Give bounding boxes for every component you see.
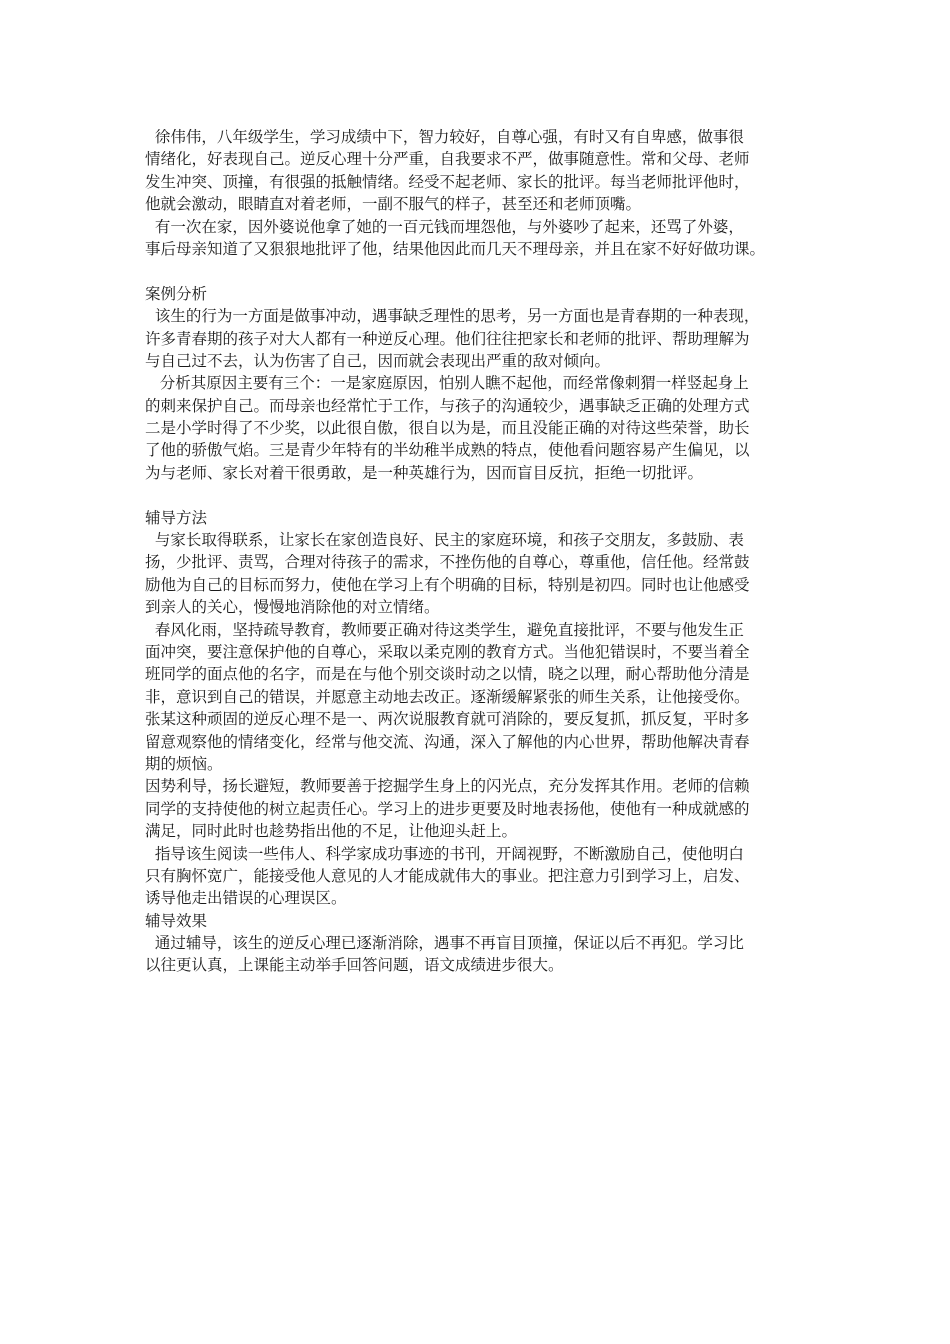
method-line: 满足，同时此时也趁势指出他的不足，让他迎头赶上。 xyxy=(145,822,518,841)
method-line: 留意观察他的情绪变化，经常与他交流、沟通，深入了解他的内心世界，帮助他解决青春 xyxy=(145,732,750,751)
method-heading: 辅导方法 xyxy=(145,508,208,527)
spacer xyxy=(145,260,811,282)
method-section xyxy=(145,507,811,910)
analysis-line: 分析其原因主要有三个：一是家庭原因，怕别人瞧不起他，而经常像刺猬一样竖起身上 xyxy=(145,374,749,393)
analysis-line: 的刺来保护自己。而母亲也经常忙于工作，与孩子的沟通较少，遇事缺乏正确的处理方式 xyxy=(145,396,750,415)
method-line: 面冲突，要注意保护他的自尊心，采取以柔克刚的教育方式。当他犯错误时，不要当着全 xyxy=(145,642,750,661)
method-line: 因势利导，扬长避短，教师要善于挖掘学生身上的闪光点，充分发挥其作用。老师的信赖 xyxy=(145,777,750,796)
effect-section xyxy=(145,910,811,977)
analysis-line: 许多青春期的孩子对大人都有一种逆反心理。他们往往把家长和老师的批评、帮助理解为 xyxy=(145,329,750,348)
intro-line: 事后母亲知道了又狠狠地批评了他，结果他因此而几天不理母亲，并且在家不好好做功课。 xyxy=(145,239,766,258)
method-line: 指导该生阅读一些伟人、科学家成功事迹的书刊，开阔视野，不断激励自己，使他明白 xyxy=(145,844,744,863)
spacer xyxy=(145,484,811,506)
method-line: 非，意识到自己的错误，并愿意主动地去改正。逐渐缓解紧张的师生关系，让他接受你。 xyxy=(145,687,750,706)
intro-line: 情绪化，好表现自己。逆反心理十分严重，自我要求不严，做事随意性。常和父母、老师 xyxy=(145,150,750,169)
analysis-line: 二是小学时得了不少奖，以此很自傲，很自以为是，而且没能正确的对待这些荣誉，助长 xyxy=(145,419,750,438)
analysis-line: 与自己过不去，认为伤害了自己，因而就会表现出严重的敌对倾向。 xyxy=(145,351,611,370)
intro-line: 发生冲突、顶撞，有很强的抵触情绪。经受不起老师、家长的批评。每当老师批评他时， xyxy=(145,172,750,191)
intro-line: 他就会激动，眼睛直对着老师，一副不服气的样子，甚至还和老师顶嘴。 xyxy=(145,195,642,214)
method-line: 同学的支持使他的树立起责任心。学习上的进步更要及时地表扬他，使他有一种成就感的 xyxy=(145,799,750,818)
analysis-line: 该生的行为一方面是做事冲动，遇事缺乏理性的思考，另一方面也是青春期的一种表现， xyxy=(145,307,760,326)
analysis-line: 为与老师、家长对着干很勇敢，是一种英雄行为，因而盲目反抗，拒绝一切批评。 xyxy=(145,463,704,482)
effect-line: 以往更认真，上课能主动举手回答问题，语文成绩进步很大。 xyxy=(145,956,564,975)
effect-heading: 辅导效果 xyxy=(145,911,208,930)
intro-line: 徐伟伟，八年级学生，学习成绩中下，智力较好，自尊心强，有时又有自卑感，做事很 xyxy=(145,128,744,146)
method-line: 诱导他走出错误的心理误区。 xyxy=(145,889,347,908)
intro-line: 有一次在家，因外婆说他拿了她的一百元钱而埋怨他，与外婆吵了起来，还骂了外婆， xyxy=(145,217,744,236)
effect-line: 通过辅导，该生的逆反心理已逐渐消除，遇事不再盲目顶撞，保证以后不再犯。学习比 xyxy=(145,934,744,953)
method-line: 期的烦恼。 xyxy=(145,754,223,773)
method-line: 张某这种顽固的逆反心理不是一、两次说服教育就可消除的，要反复抓，抓反复，平时多 xyxy=(145,710,750,729)
method-line: 扬，少批评、责骂，合理对待孩子的需求，不挫伤他的自尊心，尊重他，信任他。经常鼓 xyxy=(145,553,750,572)
analysis-section xyxy=(145,283,811,485)
analysis-line: 了他的骄傲气焰。三是青少年特有的半幼稚半成熟的特点，使他看问题容易产生偏见，以 xyxy=(145,441,750,460)
method-line: 班同学的面点他的名字，而是在与他个别交谈时动之以情，晓之以理，耐心帮助他分清是 xyxy=(145,665,750,684)
analysis-heading: 案例分析 xyxy=(145,284,208,303)
method-line: 只有胸怀宽广，能接受他人意见的人才能成就伟大的事业。把注意力引到学习上，启发、 xyxy=(145,866,750,885)
intro-section xyxy=(145,126,811,260)
document-page xyxy=(145,126,811,977)
method-line: 与家长取得联系，让家长在家创造良好、民主的家庭环境，和孩子交朋友，多鼓励、表 xyxy=(145,531,744,550)
method-line: 励他为自己的目标而努力，使他在学习上有个明确的目标，特别是初四。同时也让他感受 xyxy=(145,575,750,594)
method-line: 到亲人的关心，慢慢地消除他的对立情绪。 xyxy=(145,598,440,617)
method-line: 春风化雨，坚持疏导教育，教师要正确对待这类学生，避免直接批评，不要与他发生正 xyxy=(145,620,744,639)
